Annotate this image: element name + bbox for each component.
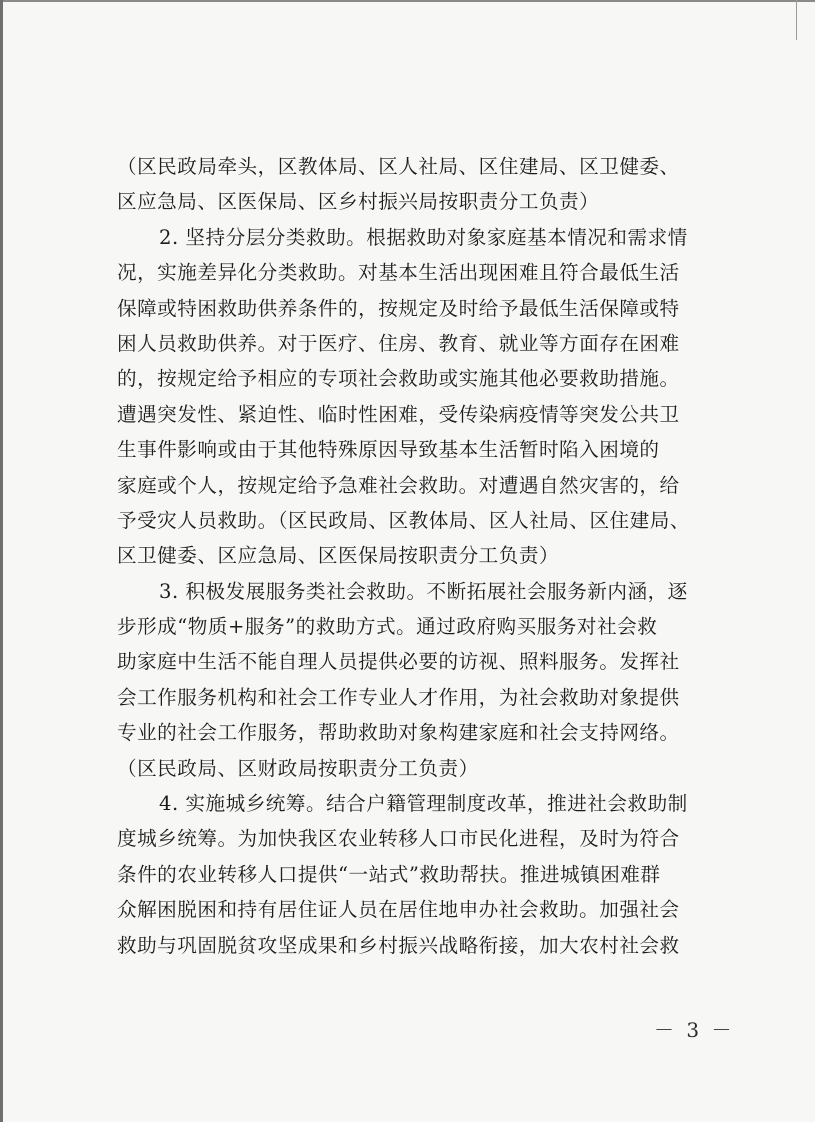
text-line: 助家庭中生活不能自理人员提供必要的访视、照料服务。发挥社	[117, 650, 680, 674]
document-body	[117, 149, 715, 963]
section-heading-line: 4. 实施城乡统筹。结合户籍管理制度改革，推进社会救助制	[159, 792, 688, 816]
text-line: 予受灾人员救助。（区民政局、区教体局、区人社局、区住建局、	[117, 508, 690, 532]
text-line: 步形成“物质+服务”的救助方式。通过政府购买服务对社会救	[117, 615, 658, 639]
text-line: 的，按规定给予相应的专项社会救助或实施其他必要救助措施。	[117, 367, 680, 391]
scan-edge-left	[0, 0, 3, 1122]
text-line: 专业的社会工作服务，帮助救助对象构建家庭和社会支持网络。	[117, 721, 680, 745]
text-line: 困人员救助供养。对于医疗、住房、教育、就业等方面存在困难	[117, 331, 680, 355]
scan-edge-top	[0, 0, 815, 2]
text-line: 区应急局、区医保局、区乡村振兴局按职责分工负责）	[117, 190, 600, 214]
section-heading-line: 3. 积极发展服务类社会救助。不断拓展社会服务新内涵，逐	[159, 579, 688, 603]
text-line: 会工作服务机构和社会工作专业人才作用，为社会救助对象提供	[117, 685, 680, 709]
text-line: 况，实施差异化分类救助。对基本生活出现困难且符合最低生活	[117, 261, 680, 285]
text-line: 度城乡统筹。为加快我区农业转移人口市民化进程，及时为符合	[117, 827, 680, 851]
text-line: 家庭或个人，按规定给予急难社会救助。对遭遇自然灾害的，给	[117, 473, 680, 497]
text-line: 条件的农业转移人口提供“一站式”救助帮扶。推进城镇困难群	[117, 862, 661, 886]
text-line: （区民政局牵头，区教体局、区人社局、区住建局、区卫健委、	[117, 155, 680, 178]
text-line: 保障或特困救助供养条件的，按规定及时给予最低生活保障或特	[117, 296, 680, 320]
text-line: 区卫健委、区应急局、区医保局按职责分工负责）	[117, 544, 560, 568]
page-number: － 3 －	[654, 1018, 735, 1042]
scan-edge-right	[796, 0, 797, 40]
text-line: 遭遇突发性、紧迫性、临时性困难，受传染病疫情等突发公共卫	[117, 402, 680, 426]
text-line: 生事件影响或由于其他特殊原因导致基本生活暂时陷入困境的	[117, 438, 660, 462]
text-line: 救助与巩固脱贫攻坚成果和乡村振兴战略衔接，加大农村社会救	[117, 933, 680, 957]
text-line: （区民政局、区财政局按职责分工负责）	[117, 756, 479, 780]
section-heading-line: 2. 坚持分层分类救助。根据救助对象家庭基本情况和需求情	[159, 225, 688, 249]
text-line: 众解困脱困和持有居住证人员在居住地申办社会救助。加强社会	[117, 898, 680, 922]
